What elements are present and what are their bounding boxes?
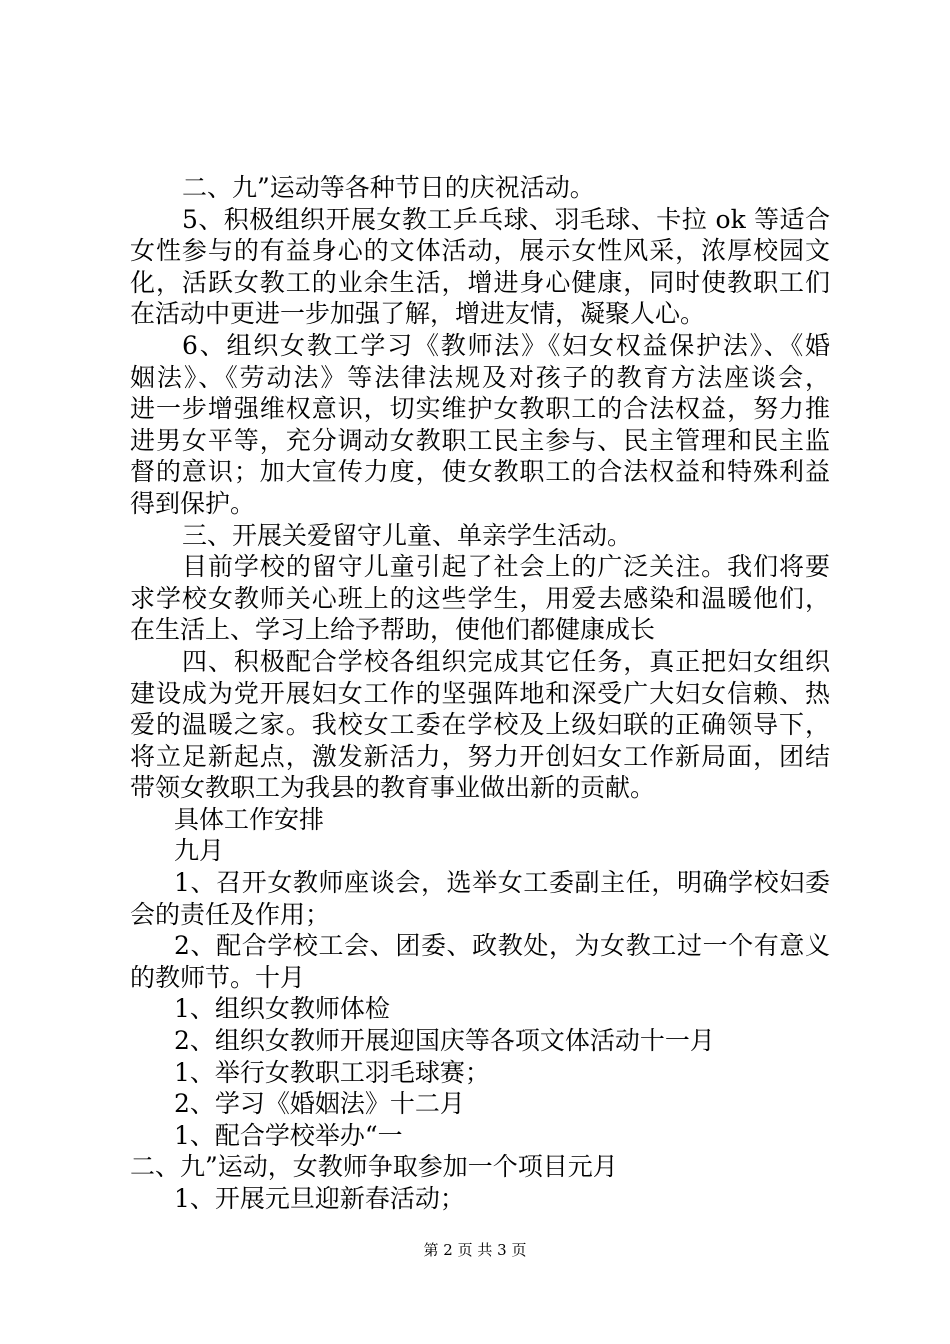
document-text-line: 2、组织女教师开展迎国庆等各项文体活动十一月 — [174, 1026, 715, 1056]
document-body — [130, 172, 830, 1215]
document-text-line: 督的意识；加大宣传力度，使女教职工的合法权益和特殊利益 — [130, 457, 830, 487]
document-text-line: 5、积极组织开展女教工乒乓球、羽毛球、卡拉 ok 等适合 — [182, 204, 830, 234]
document-text-line: 二、九”运动等各种节日的庆祝活动。 — [182, 173, 595, 202]
document-text-line: 四、积极配合学校各组织完成其它任务，真正把妇女组织 — [182, 646, 830, 676]
document-text-line: 建设成为党开展妇女工作的坚强阵地和深受广大妇女信赖、热 — [130, 678, 830, 708]
document-text-line: 女性参与的有益身心的文体活动，展示女性风采，浓厚校园文 — [130, 236, 830, 266]
page-footer: 第 2 页 共 3 页 — [423, 1241, 527, 1259]
document-text-line: 1、组织女教师体检 — [174, 994, 390, 1024]
document-text-line: 1、举行女教职工羽毛球赛； — [174, 1057, 490, 1087]
document-text-line: 九月 — [174, 836, 225, 866]
document-text-line: 1、开展元旦迎新春活动； — [174, 1184, 465, 1213]
document-text-line: 具体工作安排 — [174, 804, 325, 834]
document-text-line: 1、配合学校举办“一 — [174, 1120, 403, 1150]
document-text-line: 会的责任及作用； — [130, 899, 331, 929]
document-text-line: 1、召开女教师座谈会，选举女工委副主任，明确学校妇委 — [174, 868, 830, 898]
document-text-line: 得到保护。 — [130, 488, 256, 518]
document-text-line: 在活动中更进一步加强了解，增进友情，凝聚人心。 — [130, 299, 706, 329]
document-text-line: 二、九”运动，女教师争取参加一个项目元月 — [130, 1152, 618, 1182]
document-text-line: 将立足新起点，激发新活力，努力开创妇女工作新局面，团结 — [130, 741, 830, 771]
document-text-line: 2、学习《婚姻法》十二月 — [174, 1089, 465, 1119]
document-text-line: 进一步增强维权意识，切实维护女教职工的合法权益，努力推 — [130, 394, 830, 424]
document-text-line: 6、组织女教工学习《教师法》《妇女权益保护法》、《婚 — [182, 330, 830, 360]
document-text-line: 进男女平等，充分调动女教职工民主参与、民主管理和民主监 — [130, 425, 830, 455]
document-text-line: 带领女教职工为我县的教育事业做出新的贡献。 — [130, 773, 656, 803]
document-text-line: 化，活跃女教工的业余生活，增进身心健康，同时使教职工们 — [130, 267, 830, 297]
document-text-line: 在生活上、学习上给予帮助，使他们都健康成长 — [130, 615, 656, 645]
document-text-line: 目前学校的留守儿童引起了社会上的广泛关注。我们将要 — [182, 552, 830, 582]
document-text-line: 姻法》、《劳动法》等法律法规及对孩子的教育方法座谈会， — [130, 362, 830, 392]
document-text-line: 爱的温暖之家。我校女工委在学校及上级妇联的正确领导下， — [130, 710, 830, 740]
document-text-line: 的教师节。十月 — [130, 962, 306, 992]
document-text-line: 求学校女教师关心班上的这些学生，用爱去感染和温暖他们， — [130, 583, 830, 613]
document-text-line: 三、开展关爱留守儿童、单亲学生活动。 — [182, 520, 633, 550]
document-text-line: 2、配合学校工会、团委、政教处，为女教工过一个有意义 — [174, 931, 830, 961]
